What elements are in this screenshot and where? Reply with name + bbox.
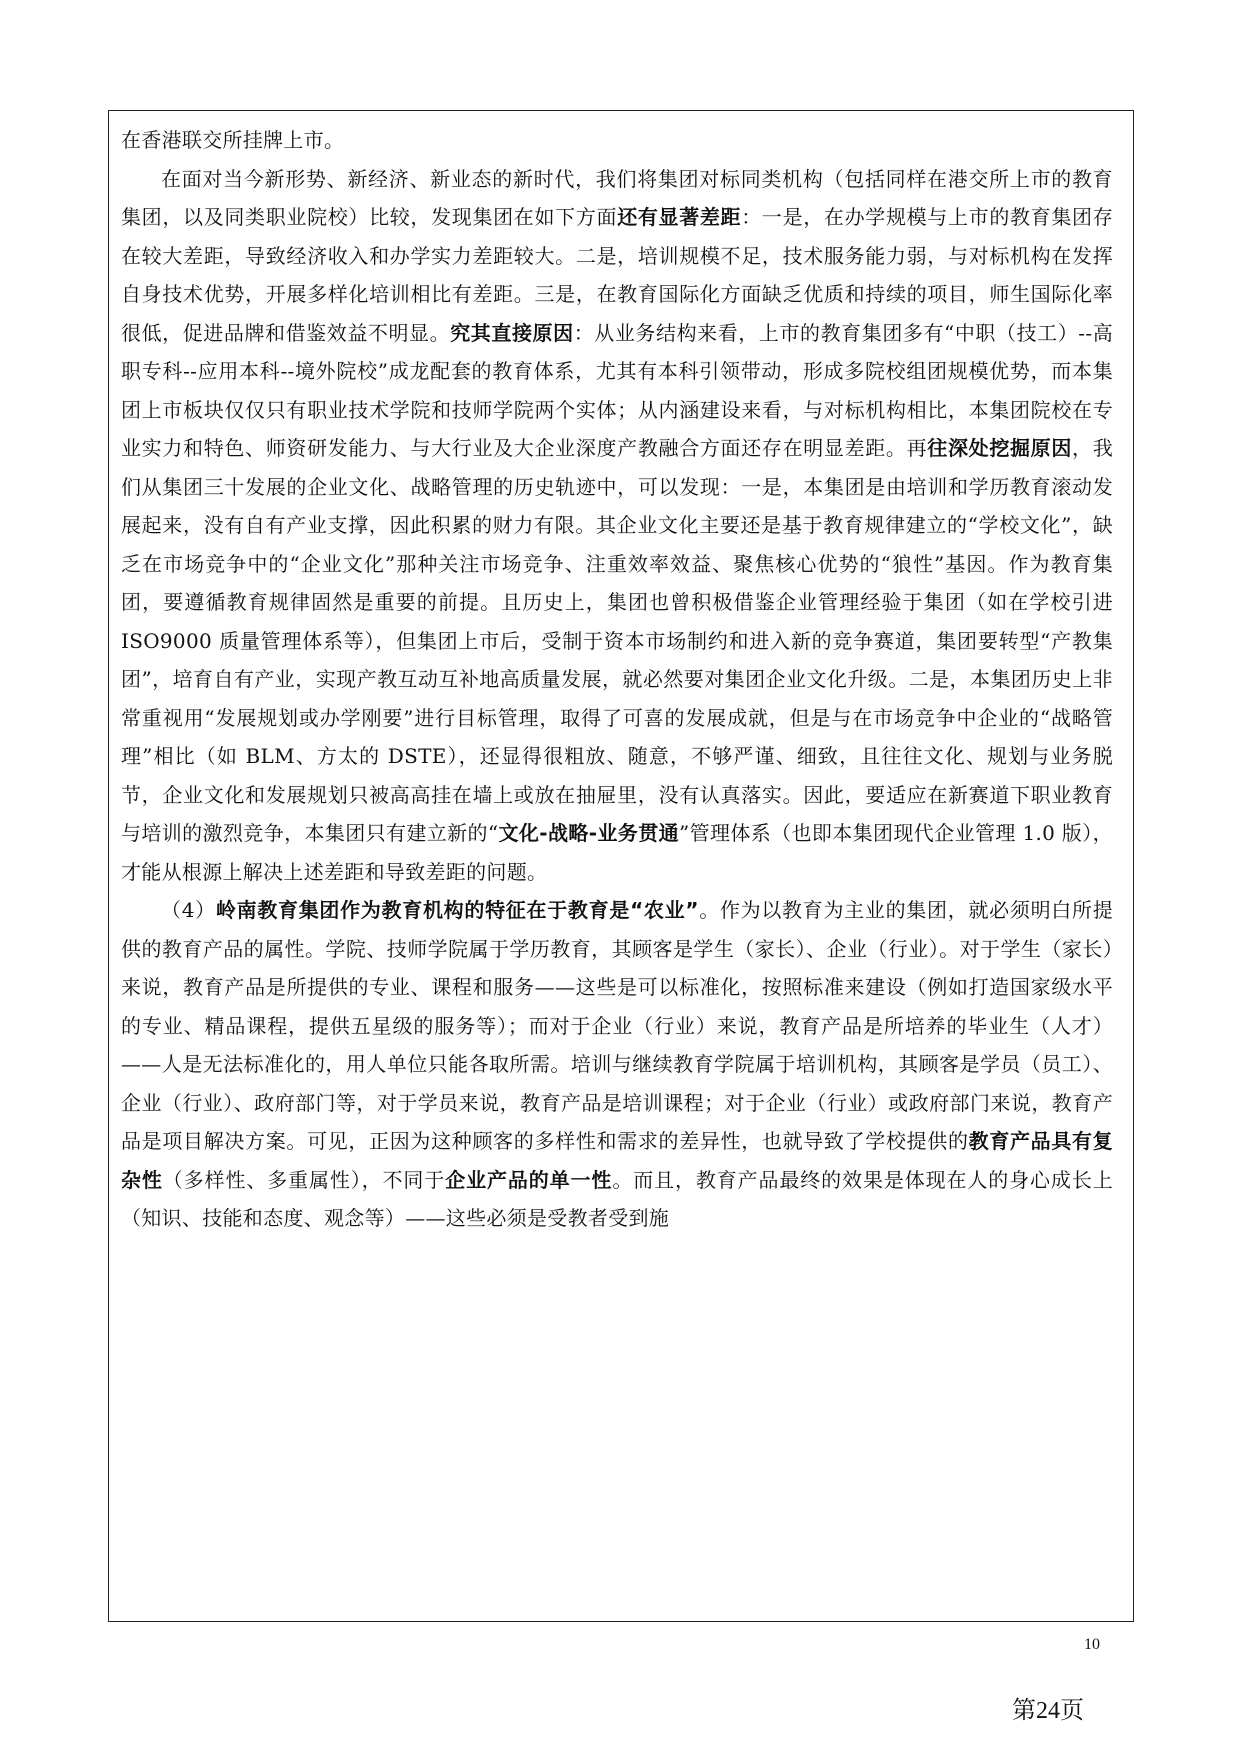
content-frame [108,110,1134,1622]
body-text: 。而且，教育产品最终的效果是体现在人的身心成长上（知识、技能和态度、观念等）——这些必须是受教者受到施 [121,1167,1114,1230]
bold-text: 究其直接原因 [450,320,574,345]
paragraph-3 [121,891,1113,1238]
paragraph-2 [121,160,1113,892]
bold-text: 往深处挖掘原因 [927,436,1073,460]
body-text: ：一是，在办学规模与上市的教育集团存在较大差距，导致经济收入和办学实力差距较大。二是，培训规模不足，技术服务能力弱，与对标机构在发挥自身技术优势，开展多样化培训相比有差距。三是，在教育国际化方面缺乏优质和持续的项目，师生国际化率很低，促进品牌和借鉴效益不明显。 [121,205,1113,345]
bold-text: 文化-战略-业务贯通 [498,821,679,845]
body-text: 在面对当今新形势、新经济、新业态的新时代，我们将集团对标同类机构（包括同样在港交所上市的教育集团，以及同类职业院校）比较，发现集团在如下方面 [121,166,1113,229]
bold-text: 教育产品具有复杂性 [121,1129,1113,1192]
body-text: ，我们从集团三十发展的企业文化、战略管理的历史轨迹中，可以发现：一是，本集团是由培训和学历教育滚动发展起来，没有自有产业支撑，因此积累的财力有限。其企业文化主要还是基于教育规律建立的“学校文化”，缺乏在市场竞争中的“企业文化”那种关注市场竞争、注重效率效益、聚焦核心优势的“狼性”基因。作为教育集团，要遵循教育规律固然是重要的前提。且历史上，集团也曾积极借鉴企业管理经验于集团（如在学校引进 ISO9000 质量管理体系等），但集团上市后，受制于资本市场制约和进入新的竞争赛道，集团要转型“产教集团”，培育自有产业，实现产教互动互补地高质量发展，就必然要对集团企业文化升级。二是，本集团历史上非常重视用“发展规划或办学刚要”进行目标管理，取得了可喜的发展成就，但是与在市场竞争中企业的“战略管理”相比（如 BLM、方太的 DSTE），还显得很粗放、随意，不够严谨、细致，且往往文化、规划与业务脱节，企业文化和发展规划只被高高挂在墙上或放在抽屉里，没有认真落实。因此，要适应在新赛道下职业教育与培训的激烈竞争，本集团只有建立新的“ [121,436,1113,845]
bold-text: 企业产品的单一性 [445,1167,613,1192]
bold-text: 岭南教育集团作为教育机构的特征在于教育是“农业” [215,898,699,922]
body-text: （4） [161,898,216,922]
page-number: 10 [1084,1636,1100,1653]
body-text: （多样性、多重属性），不同于 [162,1167,446,1192]
body-text: ”管理体系（也即本集团现代企业管理 1.0 版），才能从根源上解决上述差距和导致差距的问题。 [121,821,1113,884]
body-text: 在香港联交所挂牌上市。 [121,128,345,152]
body-text: 。作为以教育为主业的集团，就必须明白所提供的教育产品的属性。学院、技师学院属于学历教育，其顾客是学生（家长）、企业（行业）。对于学生（家长）来说，教育产品是所提供的专业、课程和服务——这些是可以标准化，按照标准来建设（例如打造国家级水平的专业、精品课程，提供五星级的服务等）；而对于企业（行业）来说，教育产品是所培养的毕业生（人才）——人是无法标准化的，用人单位只能各取所需。培训与继续教育学院属于培训机构，其顾客是学员（员工）、企业（行业）、政府部门等，对于学员来说，教育产品是培训课程；对于企业（行业）或政府部门来说，教育产品是项目解决方案。可见，正因为这种顾客的多样性和需求的差异性，也就导致了学校提供的 [121,898,1114,1153]
page-label: 第24页 [1012,1698,1084,1724]
paragraph-1 [121,121,1113,160]
bold-text: 还有显著差距 [617,205,742,229]
body-text: ：从业务结构来看，上市的教育集团多有“中职（技工）--高职专科--应用本科--境外院校”成龙配套的教育体系，尤其有本科引领带动，形成多院校组团规模优势，而本集团上市板块仅仅只有职业技术学院和技师学院两个实体；从内涵建设来看，与对标机构相比，本集团院校在专业实力和特色、师资研发能力、与大行业及大企业深度产教融合方面还存在明显差距。再 [121,320,1113,460]
